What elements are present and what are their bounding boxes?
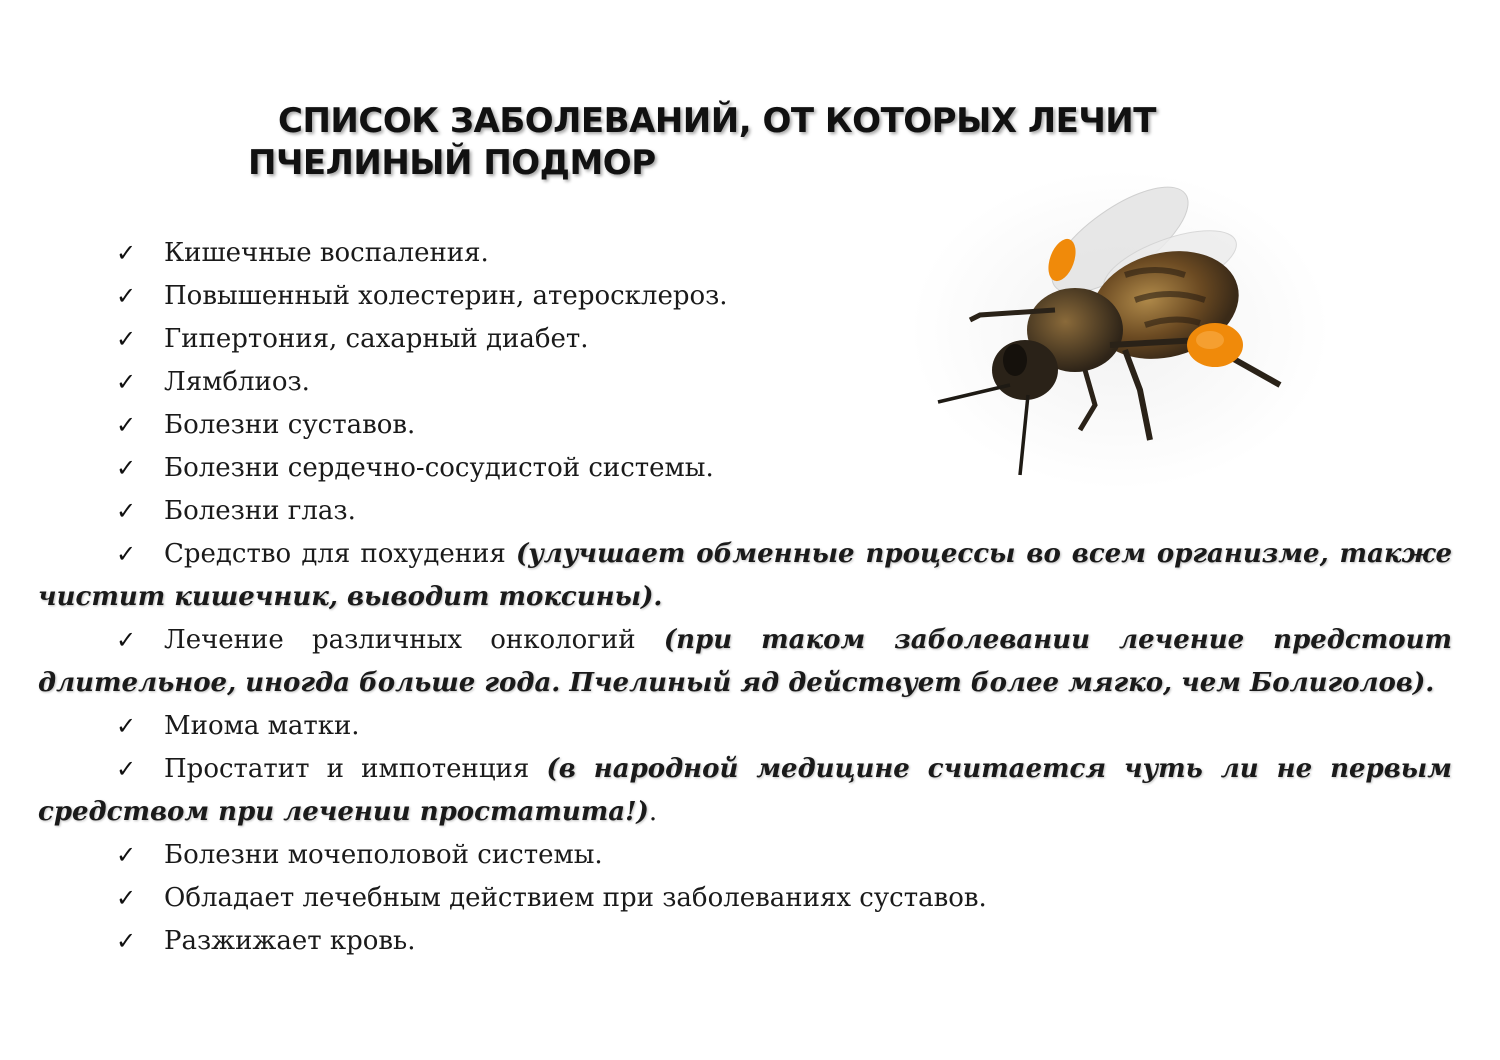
list-item [38,275,1452,318]
checkmark-icon: ✓ [116,540,137,568]
checkmark-icon: ✓ [116,239,137,267]
checkmark-icon: ✓ [116,325,137,353]
item-text: Кишечные воспаления. [164,238,489,268]
list-item [38,877,1452,920]
list-item [38,920,1452,963]
item-text: Болезни сердечно-сосудистой системы. [164,453,714,483]
checkmark-icon: ✓ [116,411,137,439]
list-item [38,533,1452,619]
list-item [38,705,1452,748]
list-item [38,232,1452,275]
item-text: Разжижает кровь. [164,926,416,956]
item-text: Обладает лечебным действием при заболеваниях суставов. [164,883,987,913]
checkmark-icon: ✓ [116,712,137,740]
checkmark-icon: ✓ [116,497,137,525]
list-item [38,834,1452,877]
list-item [38,619,1452,705]
item-text: Простатит и импотенция [164,754,547,784]
item-text: Болезни суставов. [164,410,416,440]
item-text: Гипертония, сахарный диабет. [164,324,589,354]
checkmark-icon: ✓ [116,884,137,912]
checkmark-icon: ✓ [116,368,137,396]
item-text: Лямблиоз. [164,367,310,397]
title-line-1: СПИСОК ЗАБОЛЕВАНИЙ, ОТ КОТОРЫХ ЛЕЧИТ [278,101,1156,141]
checkmark-icon: ✓ [116,755,137,783]
item-tail: . [648,797,658,827]
checkmark-icon: ✓ [116,626,137,654]
item-text: Миома матки. [164,711,360,741]
list-item [38,404,1452,447]
checkmark-icon: ✓ [116,841,137,869]
item-note: (при таком заболевании лечение предстоит длительное, иногда больше года. Пчелиный яд действует более мягко, чем Болиголов). [38,625,1452,698]
checkmark-icon: ✓ [116,927,137,955]
item-text: Средство для похудения [164,539,516,569]
list-item [38,361,1452,404]
checkmark-icon: ✓ [116,282,137,310]
item-text: Болезни глаз. [164,496,356,526]
item-text: Болезни мочеполовой системы. [164,840,603,870]
item-text: Лечение различных онкологий [164,625,664,655]
list-item [38,748,1452,834]
title-line-2: ПЧЕЛИНЫЙ ПОДМОР [248,143,656,183]
item-note: (в народной медицине считается чуть ли не первым средством при лечении простатита!) [38,754,1452,827]
disease-list [38,232,1452,963]
item-note: (улучшает обменные процессы во всем организме, также чистит кишечник, выводит токсины). [38,539,1452,612]
checkmark-icon: ✓ [116,454,137,482]
list-item [38,490,1452,533]
list-item [38,318,1452,361]
list-item [38,447,1452,490]
item-text: Повышенный холестерин, атеросклероз. [164,281,728,311]
